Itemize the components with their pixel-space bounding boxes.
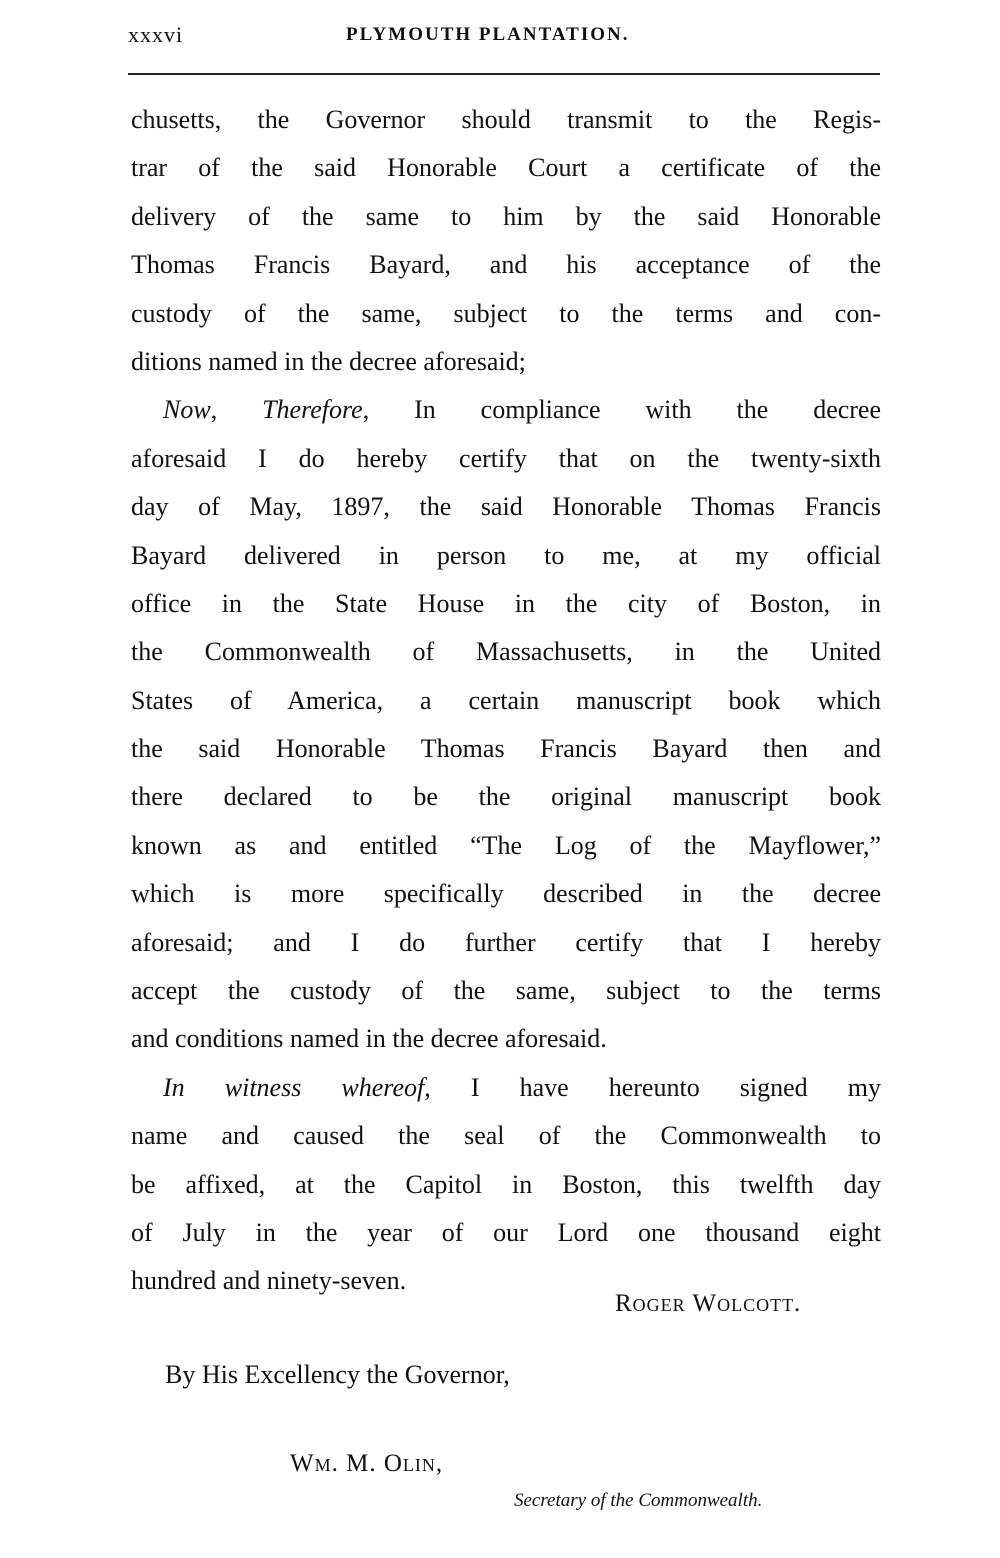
text-line: office in the State House in the city of Boston, in — [131, 588, 881, 618]
text-line: known as and entitled “The Log of the Mayflower,” — [131, 830, 881, 860]
text-line: of July in the year of our Lord one thousand eight — [131, 1217, 881, 1247]
header-rule — [128, 73, 880, 75]
comma: , — [210, 395, 263, 425]
running-title: PLYMOUTH PLANTATION. — [346, 24, 630, 45]
text-line: name and caused the seal of the Commonwealth to — [131, 1121, 881, 1151]
text-line: trar of the said Honorable Court a certificate of the — [131, 153, 881, 183]
text-line: delivery of the same to him by the said Honorable — [131, 201, 881, 231]
governor-signature: Roger Wolcott. — [615, 1290, 802, 1317]
text-line: Thomas Francis Bayard, and his acceptance of the — [131, 250, 881, 280]
text-line: the Commonwealth of Massachusetts, in the United — [131, 637, 881, 667]
page-number: xxxvi — [128, 22, 184, 47]
italic-phrase: Therefore — [262, 395, 363, 425]
text-line: accept the custody of the same, subject to the terms — [131, 976, 881, 1006]
italic-phrase: Now — [163, 395, 211, 425]
text-line: ditions named in the decree aforesaid; — [131, 346, 526, 376]
text-line — [131, 386, 881, 434]
text-line: custody of the same, subject to the terms and con- — [131, 298, 881, 328]
text-line: be affixed, at the Capitol in Boston, this twelfth day — [131, 1169, 881, 1199]
body-text — [131, 96, 881, 1306]
text-line: which is more specifically described in the decree — [131, 879, 881, 909]
paragraph — [131, 1064, 881, 1306]
text-line: aforesaid; and I do further certify that I hereby — [131, 927, 881, 957]
text-line: there declared to be the original manuscript book — [131, 782, 881, 812]
paragraph — [131, 386, 881, 1063]
text-line: day of May, 1897, the said Honorable Thomas Francis — [131, 492, 881, 522]
secretary-title: Secretary of the Commonwealth. — [514, 1490, 763, 1511]
italic-phrase: In witness whereof — [163, 1072, 425, 1102]
text-line: aforesaid I do hereby certify that on the twenty-sixth — [131, 443, 881, 473]
attestation-line: By His Excellency the Governor, — [165, 1360, 510, 1389]
paragraph — [131, 96, 881, 386]
running-header — [128, 22, 882, 52]
line-rest: , I have hereunto signed my — [424, 1072, 881, 1102]
text-line: Bayard delivered in person to me, at my official — [131, 540, 881, 570]
text-line: hundred and ninety-seven. — [131, 1266, 407, 1296]
text-line: and conditions named in the decree aforesaid. — [131, 1024, 607, 1054]
text-line: States of America, a certain manuscript book which — [131, 685, 881, 715]
text-line — [131, 1064, 881, 1112]
line-rest: , In compliance with the decree — [362, 395, 882, 425]
text-line: the said Honorable Thomas Francis Bayard then and — [131, 734, 881, 764]
secretary-signature: Wm. M. Olin, — [290, 1450, 444, 1477]
text-line: chusetts, the Governor should transmit to the Regis- — [131, 105, 881, 134]
